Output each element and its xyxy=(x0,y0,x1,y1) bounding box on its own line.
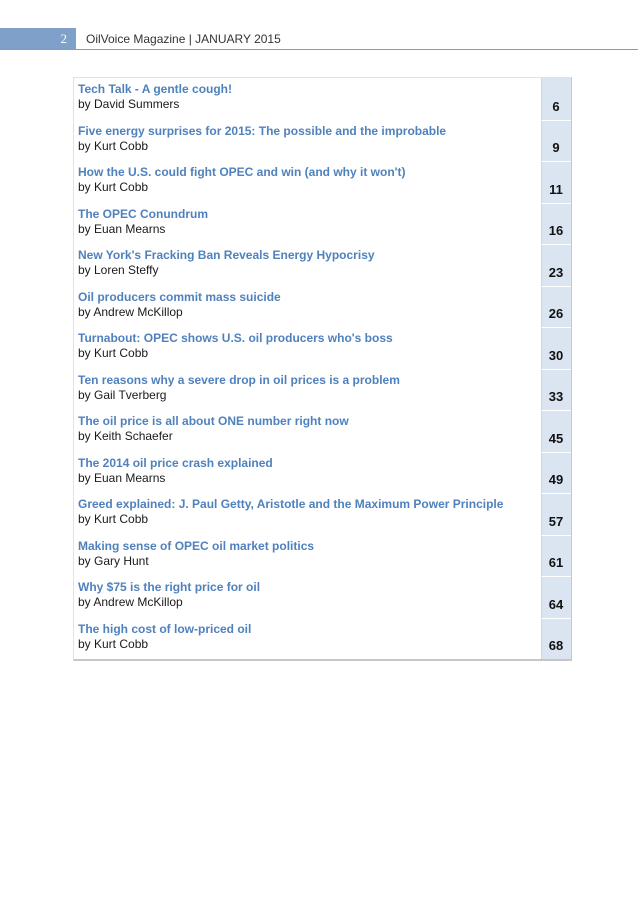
article-page-number: 57 xyxy=(548,513,564,529)
article-author: by Keith Schaefer xyxy=(78,429,173,443)
page-header xyxy=(0,28,638,50)
article-author: by Gary Hunt xyxy=(78,553,149,568)
article-title-link[interactable]: The 2014 oil price crash explained xyxy=(78,455,273,470)
toc-entry-text xyxy=(78,580,537,610)
article-page-number: 64 xyxy=(548,596,564,612)
article-title-link[interactable]: Turnabout: OPEC shows U.S. oil producers who's boss xyxy=(78,331,393,345)
toc-entry[interactable] xyxy=(74,493,571,535)
article-author: by Kurt Cobb xyxy=(78,180,149,194)
page-number-cell xyxy=(541,618,571,660)
toc-entry-text xyxy=(78,82,537,112)
toc-entry-text xyxy=(78,622,537,652)
article-page-number: 11 xyxy=(549,181,563,197)
article-author: by Kurt Cobb xyxy=(78,512,149,526)
article-page-number: 45 xyxy=(548,430,564,446)
toc-entry[interactable] xyxy=(74,452,571,494)
article-author: by David Summers xyxy=(78,97,180,111)
toc-entry[interactable] xyxy=(74,78,571,120)
article-author: by Andrew McKillop xyxy=(78,595,183,609)
table-of-contents xyxy=(73,77,572,661)
article-author: by Euan Mearns xyxy=(78,221,166,236)
article-author: by Gail Tverberg xyxy=(78,387,167,402)
article-page-number: 33 xyxy=(548,389,564,404)
toc-entry-text xyxy=(78,331,537,361)
article-page-number: 30 xyxy=(548,347,564,363)
article-title-link[interactable]: Oil producers commit mass suicide xyxy=(78,289,281,304)
toc-entry[interactable] xyxy=(74,576,571,618)
page-number-cell xyxy=(541,327,571,369)
toc-entry[interactable] xyxy=(74,369,571,411)
toc-entry[interactable] xyxy=(74,161,571,203)
article-title-link[interactable]: The high cost of low-priced oil xyxy=(78,621,252,636)
article-author: by Kurt Cobb xyxy=(78,138,149,153)
page-number-cell xyxy=(541,410,571,452)
page-number-cell xyxy=(541,78,571,120)
article-page-number: 9 xyxy=(552,140,560,155)
toc-entry[interactable] xyxy=(74,410,571,452)
header-title: OilVoice Magazine | JANUARY 2015 xyxy=(86,32,281,46)
article-author: by Kurt Cobb xyxy=(78,346,149,360)
toc-entry[interactable] xyxy=(74,327,571,369)
toc-entry-text xyxy=(78,497,537,527)
toc-entry[interactable] xyxy=(74,244,571,286)
toc-entry-text xyxy=(78,124,537,154)
page-number: 2 xyxy=(0,28,76,49)
article-title-link[interactable]: The OPEC Conundrum xyxy=(78,206,208,221)
page-number-cell xyxy=(541,203,571,245)
page-number-cell xyxy=(541,161,571,203)
article-title-link[interactable]: Greed explained: J. Paul Getty, Aristotle and the Maximum Power Principle xyxy=(78,497,504,511)
header-divider xyxy=(0,49,638,50)
page-number-cell xyxy=(541,369,571,411)
article-author: by Kurt Cobb xyxy=(78,636,149,651)
article-title-link[interactable]: Tech Talk - A gentle cough! xyxy=(78,82,233,96)
page-number-cell xyxy=(541,120,571,162)
page-number-cell xyxy=(541,535,571,577)
article-title-link[interactable]: New York's Fracking Ban Reveals Energy Hypocrisy xyxy=(78,248,375,262)
article-author: by Loren Steffy xyxy=(78,263,159,277)
toc-entry-text xyxy=(78,539,537,569)
article-page-number: 16 xyxy=(548,223,564,238)
article-title-link[interactable]: How the U.S. could fight OPEC and win (and why it won't) xyxy=(78,165,406,179)
toc-entry[interactable] xyxy=(74,535,571,577)
toc-entry-text xyxy=(78,248,537,278)
article-title-link[interactable]: Five energy surprises for 2015: The possible and the improbable xyxy=(78,123,447,138)
article-title-link[interactable]: The oil price is all about ONE number right now xyxy=(78,414,349,428)
article-author: by Andrew McKillop xyxy=(78,304,183,319)
article-page-number: 23 xyxy=(548,264,564,280)
page-number-cell xyxy=(541,286,571,328)
article-author: by Euan Mearns xyxy=(78,470,166,485)
toc-entry[interactable] xyxy=(74,120,571,162)
page-number-cell xyxy=(541,452,571,494)
toc-entry-text xyxy=(78,165,537,195)
article-title-link[interactable]: Why $75 is the right price for oil xyxy=(78,580,261,594)
toc-entry-text xyxy=(78,373,537,403)
page-number-cell xyxy=(541,244,571,286)
article-page-number: 26 xyxy=(548,306,564,321)
article-page-number: 6 xyxy=(552,98,560,114)
toc-entry-text xyxy=(78,414,537,444)
toc-entry-text xyxy=(78,290,537,320)
page-number-cell xyxy=(541,576,571,618)
toc-entry[interactable] xyxy=(74,203,571,245)
article-title-link[interactable]: Ten reasons why a severe drop in oil prices is a problem xyxy=(78,372,400,387)
toc-entry[interactable] xyxy=(74,618,571,660)
toc-entry[interactable] xyxy=(74,286,571,328)
article-page-number: 61 xyxy=(548,555,564,570)
toc-entry-text xyxy=(78,456,537,486)
article-title-link[interactable]: Making sense of OPEC oil market politics xyxy=(78,538,315,553)
toc-entry-text xyxy=(78,207,537,237)
page-number-cell xyxy=(541,493,571,535)
article-page-number: 68 xyxy=(548,638,564,653)
article-page-number: 49 xyxy=(548,472,564,487)
